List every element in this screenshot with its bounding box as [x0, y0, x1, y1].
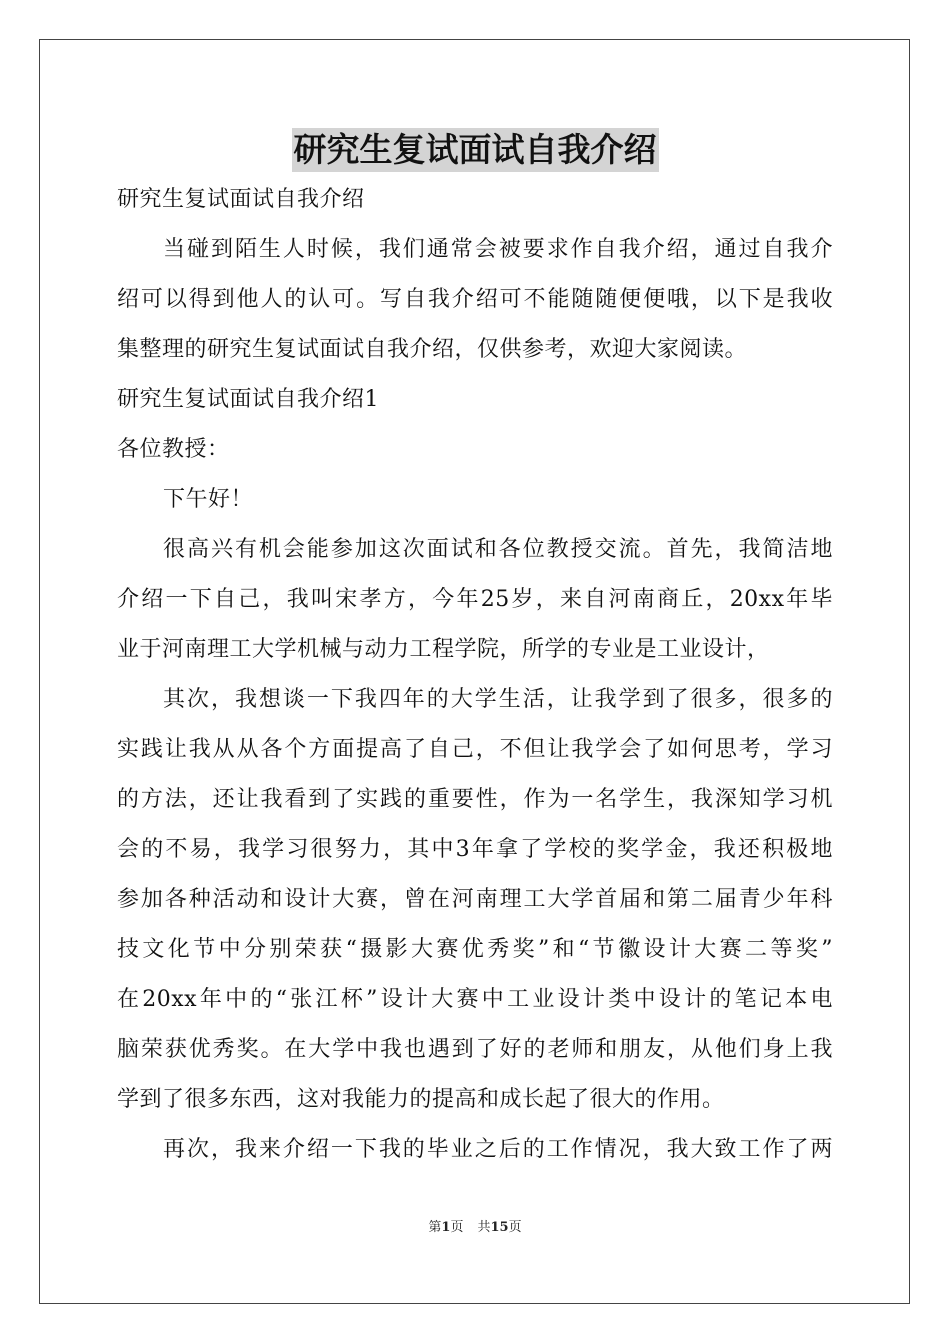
footer-page-prefix: 第	[428, 1220, 442, 1235]
text-line: 在20xx年中的“张江杯”设计大赛中工业设计类中设计的笔记本电	[117, 987, 833, 1012]
title-container	[0, 128, 950, 172]
text-line: 很高兴有机会能参加这次面试和各位教授交流。首先，我简洁地	[163, 537, 833, 562]
text-line: 再次，我来介绍一下我的毕业之后的工作情况，我大致工作了两	[163, 1137, 833, 1162]
text-line: 学到了很多东西，这对我能力的提高和成长起了很大的作用。	[117, 1087, 725, 1112]
text-line: 绍可以得到他人的认可。写自我介绍可不能随随便便哦，以下是我收	[117, 287, 833, 312]
footer-page-suffix: 页	[450, 1220, 464, 1235]
text-line: 业于河南理工大学机械与动力工程学院，所学的专业是工业设计，	[117, 637, 770, 662]
text-line: 各位教授：	[117, 437, 230, 462]
document-title: 研究生复试面试自我介绍	[292, 128, 659, 172]
text-line: 脑荣获优秀奖。在大学中我也遇到了好的老师和朋友，从他们身上我	[117, 1037, 833, 1062]
text-line: 当碰到陌生人时候，我们通常会被要求作自我介绍，通过自我介	[163, 237, 833, 262]
text-line: 会的不易，我学习很努力，其中3年拿了学校的奖学金，我还积极地	[117, 837, 833, 862]
footer-total-pages: 15	[490, 1220, 509, 1235]
text-line: 研究生复试面试自我介绍	[117, 187, 365, 212]
text-line: 实践让我从从各个方面提高了自己，不但让我学会了如何思考，学习	[117, 737, 833, 762]
text-line: 集整理的研究生复试面试自我介绍，仅供参考，欢迎大家阅读。	[117, 337, 748, 362]
text-line: 介绍一下自己，我叫宋孝方，今年25岁，来自河南商丘，20xx年毕	[117, 587, 833, 612]
footer-total-prefix: 共	[477, 1220, 491, 1235]
text-line: 下午好！	[163, 487, 254, 512]
text-line: 技文化节中分别荣获“摄影大赛优秀奖”和“节徽设计大赛二等奖”	[117, 937, 833, 962]
text-line: 其次，我想谈一下我四年的大学生活，让我学到了很多，很多的	[163, 687, 833, 712]
footer-total-suffix: 页	[508, 1220, 522, 1235]
page-footer	[0, 1219, 950, 1237]
text-line: 的方法，还让我看到了实践的重要性，作为一名学生，我深知学习机	[117, 787, 833, 812]
text-line: 研究生复试面试自我介绍1	[117, 387, 379, 412]
document-body	[117, 175, 833, 1175]
text-line: 参加各种活动和设计大赛，曾在河南理工大学首届和第二届青少年科	[117, 887, 833, 912]
footer-page-number: 1	[441, 1220, 451, 1235]
